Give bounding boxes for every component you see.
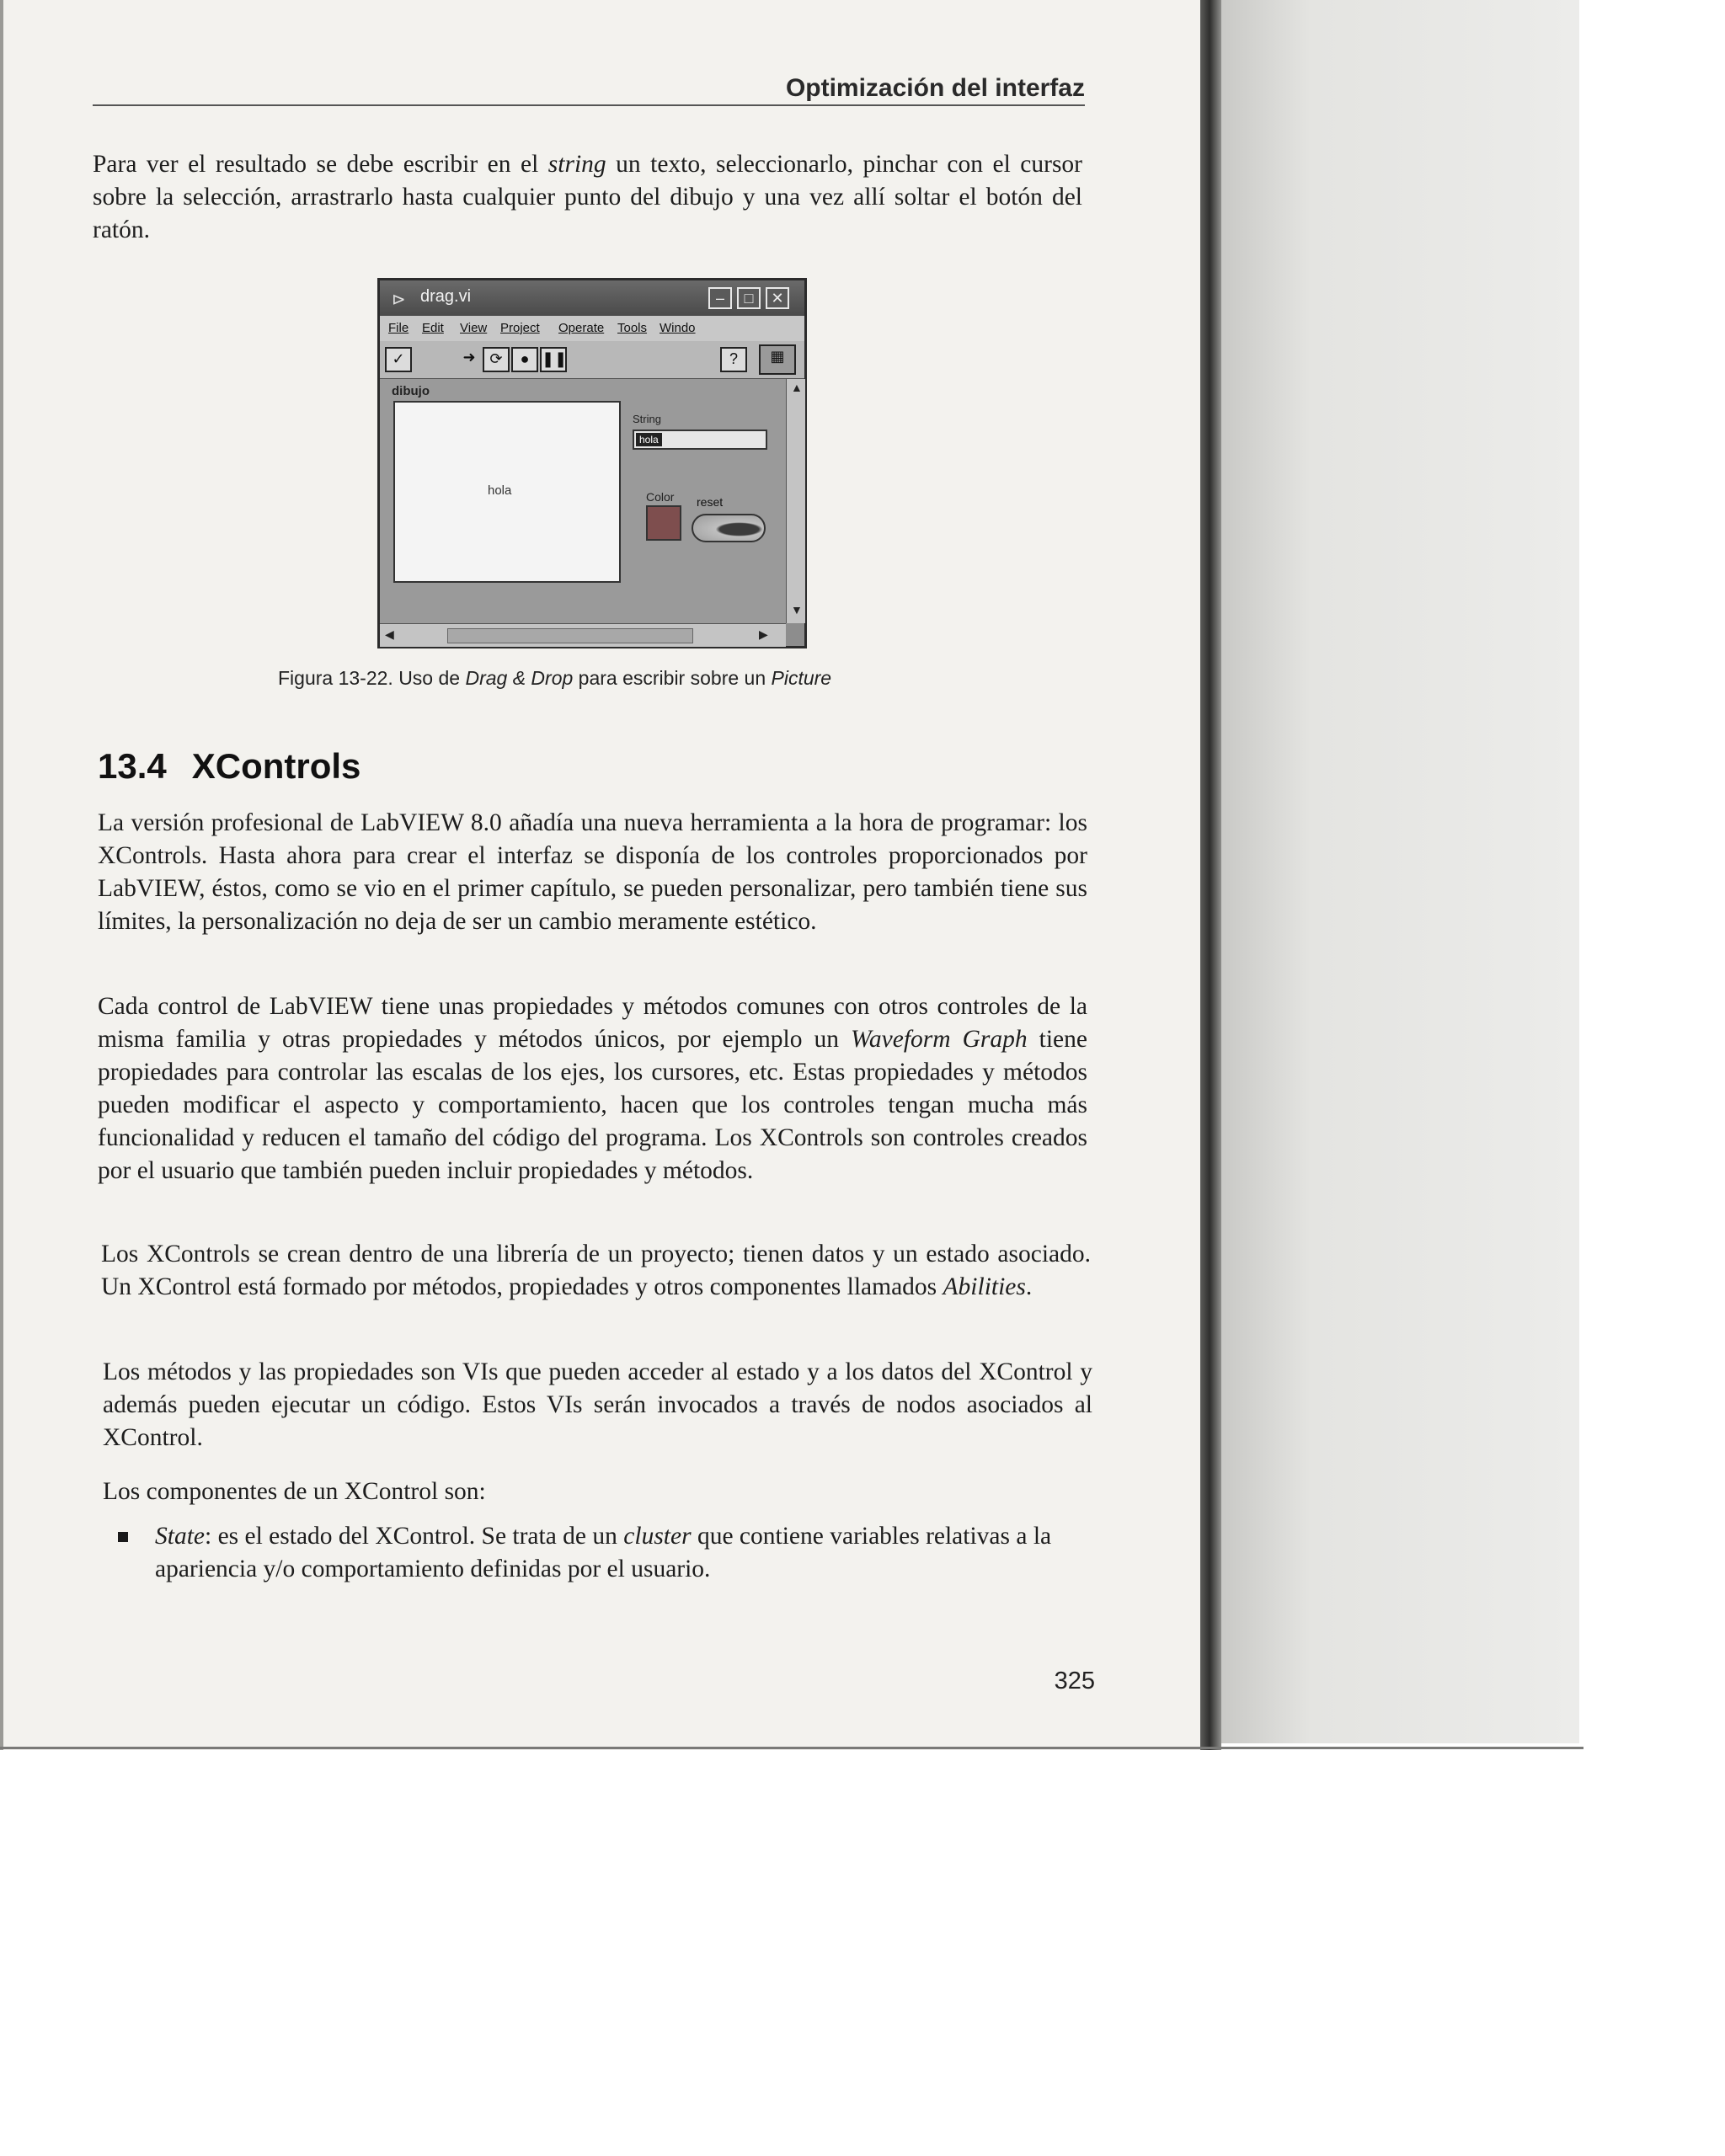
- text-run: .: [1025, 1273, 1033, 1300]
- bullet-text: [155, 1520, 1095, 1586]
- scrollbar-thumb[interactable]: [447, 628, 693, 643]
- paragraph-drag-result: [93, 148, 1082, 247]
- text-run-italic: string: [547, 151, 606, 178]
- window-title: drag.vi: [420, 287, 472, 306]
- bullet-square-icon: [118, 1532, 128, 1542]
- string-selection: hola: [636, 433, 662, 446]
- section-title: XControls: [191, 746, 361, 786]
- text-run: Cada control de LabVIEW tiene unas propiedades y métodos comunes con otros controles de la misma familia y otras propiedades y métodos únicos, por ejemplo un: [98, 993, 1087, 1053]
- run-arrow-icon[interactable]: ➜: [462, 349, 476, 366]
- pause-icon[interactable]: ❚❚: [540, 347, 567, 372]
- string-label: String: [633, 413, 661, 425]
- scroll-up-icon[interactable]: ▲: [791, 381, 803, 394]
- caption-run-italic: Drag & Drop: [465, 667, 574, 689]
- checkmark-icon[interactable]: ✓: [385, 347, 412, 372]
- bottom-rule: [0, 1747, 1583, 1749]
- figure-caption: [278, 667, 1036, 690]
- text-run: un texto, seleccionarlo, pinchar con el cursor sobre la selección, arrastrarlo hasta cualquier punto del dibujo y una vez allí soltar el botón del ratón.: [93, 151, 1083, 243]
- horizontal-scrollbar[interactable]: [380, 623, 786, 647]
- section-number: 13.4: [98, 746, 167, 786]
- color-control[interactable]: [646, 505, 681, 541]
- text-run-italic: Waveform Graph: [851, 1026, 1028, 1053]
- vi-icon: ▦: [759, 344, 796, 375]
- paragraph-methods-properties: Los métodos y las propiedades son VIs que pueden acceder al estado y a los datos del XControl y además pueden ejecutar un código. Estos VIs serán invocados a través de nodos asociados al XControl.: [103, 1358, 1092, 1451]
- paragraph-components-intro: Los componentes de un XControl son:: [103, 1478, 486, 1505]
- menu-edit[interactable]: Edit: [422, 321, 444, 335]
- vertical-scrollbar[interactable]: [786, 379, 805, 623]
- reset-label: reset: [697, 495, 724, 509]
- menu-view[interactable]: View: [460, 321, 488, 335]
- picture-control[interactable]: [393, 401, 621, 583]
- maximize-button[interactable]: □: [737, 287, 761, 309]
- menu-tools[interactable]: Tools: [617, 321, 648, 335]
- text-run: Los XControls se crean dentro de una librería de un proyecto; tienen datos y un estado asociado. Un XControl está formado por métodos, propiedades y otros componentes llamados: [101, 1241, 1091, 1300]
- scroll-left-icon[interactable]: ◀: [385, 627, 394, 641]
- menu-operate[interactable]: Operate: [558, 321, 605, 335]
- minimize-button[interactable]: –: [708, 287, 732, 309]
- paragraph-control-properties: [98, 990, 1087, 1187]
- page-number: 325: [1054, 1668, 1095, 1694]
- menu-bar: [380, 316, 804, 341]
- string-control[interactable]: [633, 430, 767, 450]
- caption-run-italic: Picture: [771, 667, 832, 689]
- running-head: Optimización del interfaz: [785, 74, 1085, 102]
- text-run-italic: State: [155, 1523, 205, 1550]
- text-run: : es el estado del XControl. Se trata de un: [205, 1523, 624, 1550]
- caption-run: para escribir sobre un: [573, 667, 772, 689]
- paragraph-intro-xcontrols: La versión profesional de LabVIEW 8.0 añadía una nueva herramienta a la hora de programar: los XControls. Hasta ahora para crear el interfaz se disponía de los controles proporcionados por LabVIEW, éstos, como se vio en el primer capítulo, se pueden personalizar, pero también tiene sus límites, la personalización no deja de ser un cambio meramente estético.: [98, 809, 1087, 935]
- text-run-italic: Abilities: [943, 1273, 1026, 1300]
- color-label: Color: [646, 490, 675, 504]
- text-run: tiene propiedades para controlar las escalas de los ejes, los cursores, etc. Estas propiedades y métodos pueden modificar el aspecto y comportamiento, hacen que los controles tengan mucha más funcionalidad y reducen el tamaño del código del programa. Los XControls son controles creados por el usuario que también pueden incluir propiedades y métodos.: [98, 1026, 1087, 1184]
- labview-app-icon: ⊳: [392, 291, 406, 309]
- text-run: Para ver el resultado se debe escribir en el: [93, 151, 548, 178]
- front-panel: [380, 379, 786, 623]
- scroll-right-icon[interactable]: ▶: [759, 627, 768, 641]
- help-icon[interactable]: ?: [720, 347, 747, 372]
- text-run-italic: cluster: [623, 1523, 692, 1550]
- header-rule: [93, 104, 1085, 106]
- window-titlebar[interactable]: [380, 280, 804, 316]
- paragraph-xcontrol-library: [101, 1238, 1091, 1304]
- scroll-down-icon[interactable]: ▼: [791, 603, 803, 616]
- abort-icon[interactable]: ●: [511, 347, 538, 372]
- section-heading: [98, 746, 360, 787]
- caption-run: Figura 13-22. Uso de: [278, 667, 466, 689]
- picture-text: hola: [488, 483, 512, 498]
- back-page: [1221, 0, 1579, 1743]
- menu-project[interactable]: Project: [500, 321, 540, 335]
- reset-button[interactable]: [692, 514, 766, 542]
- menu-file[interactable]: File: [388, 321, 409, 335]
- labview-window: [377, 278, 807, 648]
- picture-label: dibujo: [392, 384, 430, 398]
- page-edge-shadow: [1200, 0, 1221, 1750]
- close-button[interactable]: ✕: [766, 287, 789, 309]
- menu-window[interactable]: Windo: [660, 321, 696, 335]
- toolbar: [380, 341, 804, 379]
- text-run: que contiene variables relativas a la apariencia y/o comportamiento definidas por el usuario.: [155, 1523, 1052, 1582]
- run-continuous-icon[interactable]: ⟳: [483, 347, 510, 372]
